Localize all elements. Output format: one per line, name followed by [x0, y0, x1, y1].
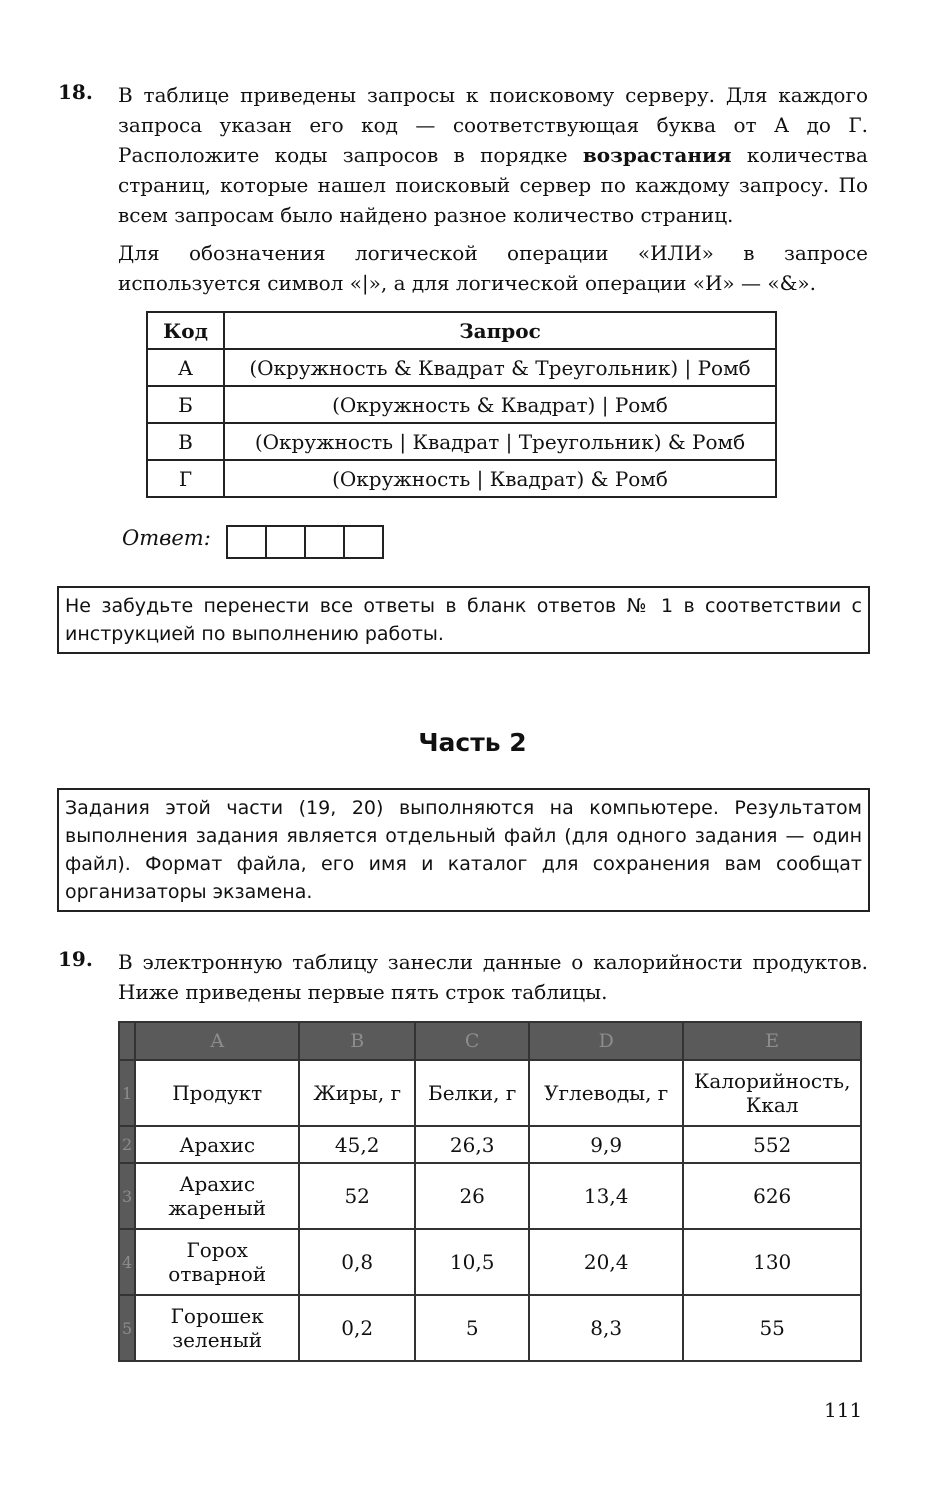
table-row — [147, 349, 776, 386]
cell: 26,3 — [415, 1126, 529, 1163]
cell: Белки, г — [415, 1060, 529, 1126]
cell: Горох отварной — [135, 1229, 299, 1295]
row-header: 3 — [119, 1163, 135, 1229]
row-code: А — [147, 349, 224, 386]
cell: Жиры, г — [299, 1060, 415, 1126]
answer-box[interactable] — [304, 527, 343, 557]
cell: 26 — [415, 1163, 529, 1229]
corner-cell — [119, 1022, 135, 1060]
cell: Калорийность, Ккал — [683, 1060, 861, 1126]
row-code: Г — [147, 460, 224, 497]
cell: 13,4 — [529, 1163, 683, 1229]
cell: Арахис — [135, 1126, 299, 1163]
task-number: 19. — [58, 947, 93, 971]
cell: 52 — [299, 1163, 415, 1229]
answer-box[interactable] — [265, 527, 304, 557]
cell: 0,8 — [299, 1229, 415, 1295]
task-19 — [58, 947, 868, 1015]
row-query: (Окружность | Квадрат) & Ромб — [224, 460, 776, 497]
row-header: 2 — [119, 1126, 135, 1163]
cell: 9,9 — [529, 1126, 683, 1163]
answer-boxes[interactable] — [226, 525, 384, 559]
cell: Арахис жареный — [135, 1163, 299, 1229]
row-header: 4 — [119, 1229, 135, 1295]
table-row — [119, 1163, 861, 1229]
spreadsheet-table — [118, 1021, 862, 1362]
cell: 5 — [415, 1295, 529, 1361]
answer-box[interactable] — [343, 527, 382, 557]
row-header: 1 — [119, 1060, 135, 1126]
task-19-text: В электронную таблицу занесли данные о калорийности продуктов. Ниже приведены первые пять строк таблицы. — [118, 950, 868, 1004]
cell: 0,2 — [299, 1295, 415, 1361]
task-18-paragraph-2: Для обозначения логической операции «ИЛИ» в запросе используется символ «|», а для логической операции «И» — «&». — [118, 241, 868, 295]
column-header: B — [299, 1022, 415, 1060]
task-18 — [58, 80, 868, 306]
table-row — [119, 1060, 861, 1126]
column-header: A — [135, 1022, 299, 1060]
cell: 10,5 — [415, 1229, 529, 1295]
cell: 55 — [683, 1295, 861, 1361]
cell: 20,4 — [529, 1229, 683, 1295]
row-code: В — [147, 423, 224, 460]
table-row — [147, 460, 776, 497]
page-number: 111 — [824, 1398, 863, 1422]
part-title: Часть 2 — [418, 728, 527, 757]
column-header: D — [529, 1022, 683, 1060]
row-query: (Окружность & Квадрат & Треугольник) | Ромб — [224, 349, 776, 386]
task-number: 18. — [58, 80, 93, 104]
row-query: (Окружность & Квадрат) | Ромб — [224, 386, 776, 423]
table-row — [119, 1126, 861, 1163]
query-table — [146, 311, 777, 498]
answer-label: Ответ: — [122, 526, 211, 550]
cell: Горошек зеленый — [135, 1295, 299, 1361]
table-row — [147, 386, 776, 423]
column-header: E — [683, 1022, 861, 1060]
header-query: Запрос — [224, 312, 776, 349]
transfer-answers-note: Не забудьте перенести все ответы в бланк ответов № 1 в соответствии с инструкцией по выполнению работы. — [57, 586, 870, 654]
header-code: Код — [147, 312, 224, 349]
cell: Углеводы, г — [529, 1060, 683, 1126]
answer-box[interactable] — [228, 527, 265, 557]
table-row — [119, 1295, 861, 1361]
task-18-paragraph-1: В таблице приведены запросы к поисковому серверу. Для каждого запроса указан его код — соответствующая буква от А до Г. Расположите коды запросов в порядке возрастания количества страниц, которые нашел поисковый сервер по каждому запросу. По всем запросам было найдено разное количество страниц. — [118, 83, 868, 227]
table-row — [147, 423, 776, 460]
row-code: Б — [147, 386, 224, 423]
row-header: 5 — [119, 1295, 135, 1361]
cell: 626 — [683, 1163, 861, 1229]
column-header: C — [415, 1022, 529, 1060]
cell: 45,2 — [299, 1126, 415, 1163]
cell: 552 — [683, 1126, 861, 1163]
table-row — [119, 1229, 861, 1295]
part-2-instructions: Задания этой части (19, 20) выполняются на компьютере. Результатом выполнения задания является отдельный файл (для одного задания — один файл). Формат файла, его имя и каталог для сохранения вам сообщат организаторы экзамена. — [57, 788, 870, 912]
cell: Продукт — [135, 1060, 299, 1126]
cell: 130 — [683, 1229, 861, 1295]
cell: 8,3 — [529, 1295, 683, 1361]
row-query: (Окружность | Квадрат | Треугольник) & Ромб — [224, 423, 776, 460]
